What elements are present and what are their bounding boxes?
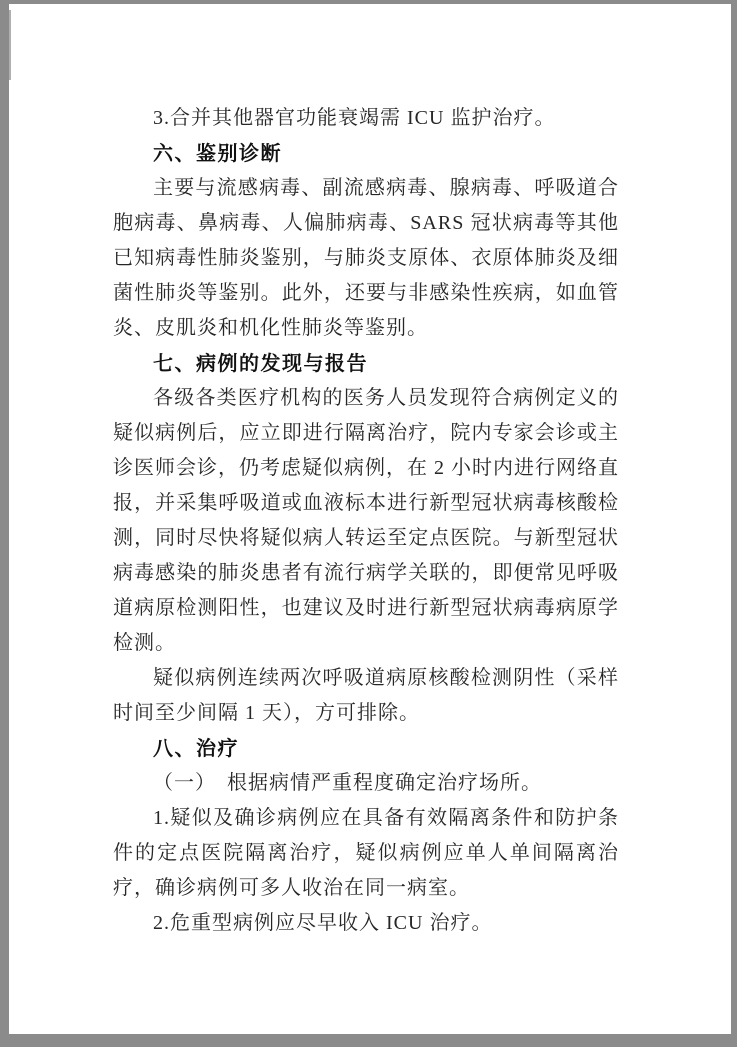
paragraph-treatment-location: （一） 根据病情严重程度确定治疗场所。 (153, 772, 542, 794)
section-heading-treatment: 八、治疗 (153, 736, 239, 760)
section-heading-case-detection-reporting: 七、病例的发现与报告 (153, 351, 368, 375)
document-content (113, 101, 619, 941)
section-heading-differential-diagnosis: 六、鉴别诊断 (153, 141, 282, 165)
paragraph-critical-icu: 2.危重型病例应尽早收入 ICU 治疗。 (153, 912, 493, 934)
document-page (9, 4, 731, 1034)
paragraph-icu-monitoring: 3.合并其他器官功能衰竭需 ICU 监护治疗。 (153, 107, 556, 129)
paragraph-case-detection-reporting: 各级各类医疗机构的医务人员发现符合病例定义的疑似病例后，应立即进行隔离治疗，院内专家会诊或主诊医师会诊，仍考虑疑似病例，在 2 小时内进行网络直报，并采集呼吸道或血液标本进行新型冠状病毒核酸检测，同时尽快将疑似病人转运至定点医院。与新型冠状病毒感染的肺炎患者有流行病学关联的，即便常见呼吸道病原检测阳性，也建议及时进行新型冠状病毒病原学检测。 (113, 387, 619, 654)
paragraph-differential-diagnosis: 主要与流感病毒、副流感病毒、腺病毒、呼吸道合胞病毒、鼻病毒、人偏肺病毒、SARS 冠状病毒等其他已知病毒性肺炎鉴别，与肺炎支原体、衣原体肺炎及细菌性肺炎等鉴别。此外，还要与非感染性疾病，如血管炎、皮肌炎和机化性肺炎等鉴别。 (113, 177, 619, 339)
paragraph-exclusion-criteria: 疑似病例连续两次呼吸道病原核酸检测阴性（采样时间至少间隔 1 天），方可排除。 (113, 667, 619, 724)
paragraph-isolation-treatment: 1.疑似及确诊病例应在具备有效隔离条件和防护条件的定点医院隔离治疗，疑似病例应单人单间隔离治疗，确诊病例可多人收治在同一病室。 (113, 807, 619, 899)
